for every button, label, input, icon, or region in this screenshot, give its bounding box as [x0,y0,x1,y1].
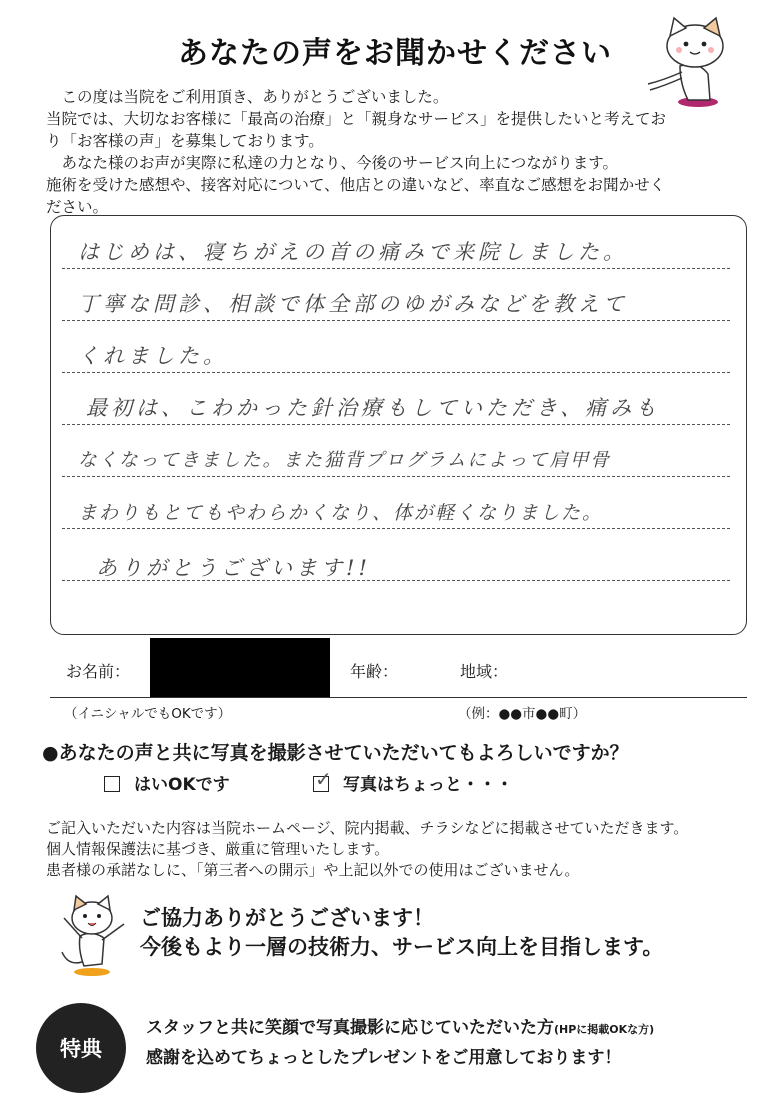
option-no-label: 写真はちょっと・・・ [343,775,513,795]
benefit-text [146,1014,654,1073]
dashed-line [62,320,730,321]
benefit-line-1-text: スタッフと共に笑顔で写真撮影に応じていただいた方 [146,1018,554,1038]
handwritten-line: くれました。 [78,344,228,368]
notice-line: 患者様の承諾なしに、「第三者への開示」や上記以外での使用はございません。 [46,861,580,879]
intro-line: 当院では、大切なお客様に「最高の治療」と「親身なサービス」を提供したいと考えてお [46,110,667,128]
photo-option-no[interactable] [313,767,513,795]
intro-text [46,86,756,218]
intro-line: あなた様のお声が実際に私達の力となり、今後のサービス向上につながります。 [46,154,618,172]
benefit-line-1 [146,1014,654,1044]
checkbox-yes[interactable] [104,776,120,792]
form-rule [50,697,747,698]
photo-option-yes[interactable] [104,770,230,795]
notice-line: 個人情報保護法に基づき、厳重に管理いたします。 [46,840,390,858]
handwritten-line: なくなってきました。また猫背プログラムによって肩甲骨 [78,450,611,471]
dashed-line [62,372,730,373]
name-redaction [150,638,330,698]
intro-line: 施術を受けた感想や、接客対応について、他店との違いなど、率直なご感想をお聞かせく [46,176,666,194]
dashed-line [62,268,730,269]
handwritten-line: まわりもとてもやわらかくなり、体が軽くなりました。 [78,502,604,524]
handwritten-line: 最初は、こわかった針治療もしていただき、痛みも [86,396,661,420]
handwritten-line: はじめは、寝ちがえの首の痛みで来院しました。 [78,240,628,264]
name-hint: （イニシャルでもOKです） [64,706,232,722]
handwritten-line: ありがとうございます!! [96,556,371,580]
dashed-line [62,476,730,477]
thanks-line: 今後もより一層の技術力、サービス向上を目指します。 [140,935,664,959]
privacy-notice [46,818,756,881]
page-title: あなたの声をお聞かせください [178,36,612,71]
photo-question: ●あなたの声と共に写真を撮影させていただいてもよろしいですか？ [42,742,629,764]
intro-line: り「お客様の声」を募集しております。 [46,132,324,150]
thanks-message [140,904,663,962]
name-label: お名前： [66,662,131,681]
dashed-line [62,528,730,529]
intro-line: ださい。 [46,198,109,216]
checkbox-no[interactable] [313,767,332,792]
age-label: 年齢： [350,662,399,681]
check-mark-icon: ✓ [315,767,332,791]
dancing-cat-icon [54,888,134,978]
option-yes-label: はいOKです [134,775,230,795]
notice-line: ご記入いただいた内容は当院ホームページ、院内掲載、チラシなどに掲載させていただきます。 [46,819,689,837]
thanks-line: ご協力ありがとうございます！ [140,906,434,930]
region-hint: （例：●●市●●町） [458,706,587,722]
handwritten-line: 丁寧な問診、相談で体全部のゆがみなどを教えて [78,292,628,316]
benefit-badge: 特典 [36,1003,126,1093]
intro-line: この度は当院をご利用頂き、ありがとうございました。 [46,88,449,106]
benefit-note: (HPに掲載OKな方) [554,1023,655,1036]
dashed-line [62,424,730,425]
benefit-line-2: 感謝を込めてちょっとしたプレゼントをご用意しております！ [146,1048,622,1068]
region-label: 地域： [460,662,509,681]
